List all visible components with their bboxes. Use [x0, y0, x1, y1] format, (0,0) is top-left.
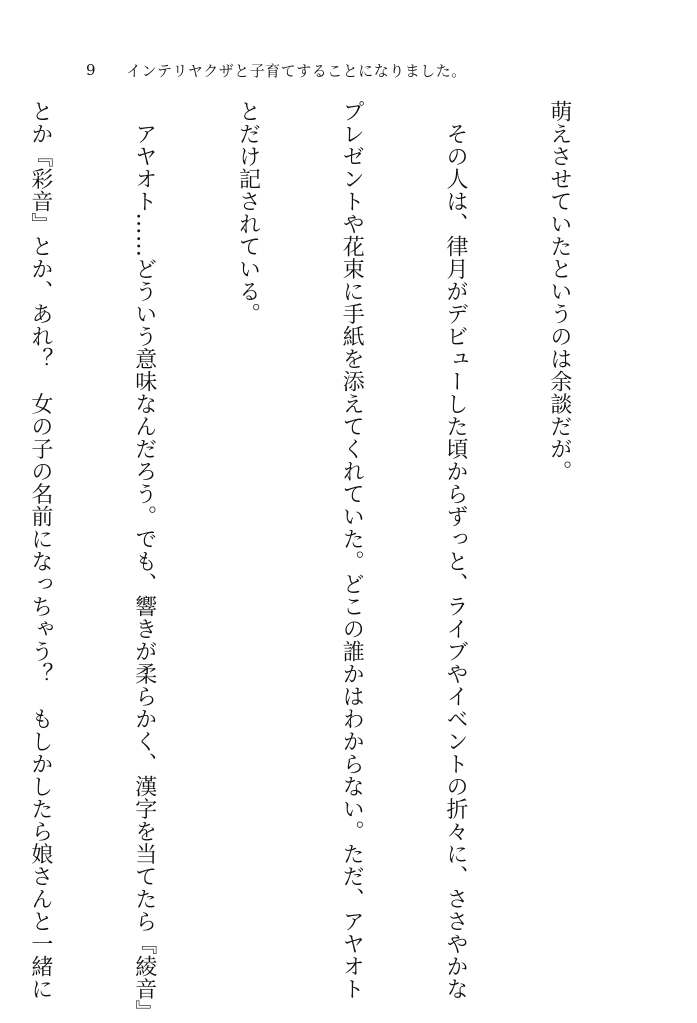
text-line: その人は、律月がデビューした頃からずっと、ライブやイベントの折々に、ささやかな	[443, 100, 469, 1000]
body-text	[0, 100, 645, 1023]
text-line: 萌えさせていたというのは余談だが。	[546, 100, 572, 483]
text-line: プレゼントや花束に手紙を添えてくれていた。どこの誰かはわからない。ただ、アヤオト	[339, 100, 365, 1000]
text-line: とか『彩音』とか、あれ？ 女の子の名前になっちゃう？ もしかしたら娘さんと一緒に	[27, 100, 53, 1000]
text-line: とだけ記されている。	[235, 100, 261, 325]
running-title: インテリヤクザと子育てすることになりました。	[126, 61, 467, 80]
page-header	[86, 58, 467, 82]
page-number: 9	[86, 61, 97, 79]
text-line: アヤオト……どういう意味なんだろう。でも、響きが柔らかく、漢字を当てたら『綾音』	[131, 100, 157, 1023]
